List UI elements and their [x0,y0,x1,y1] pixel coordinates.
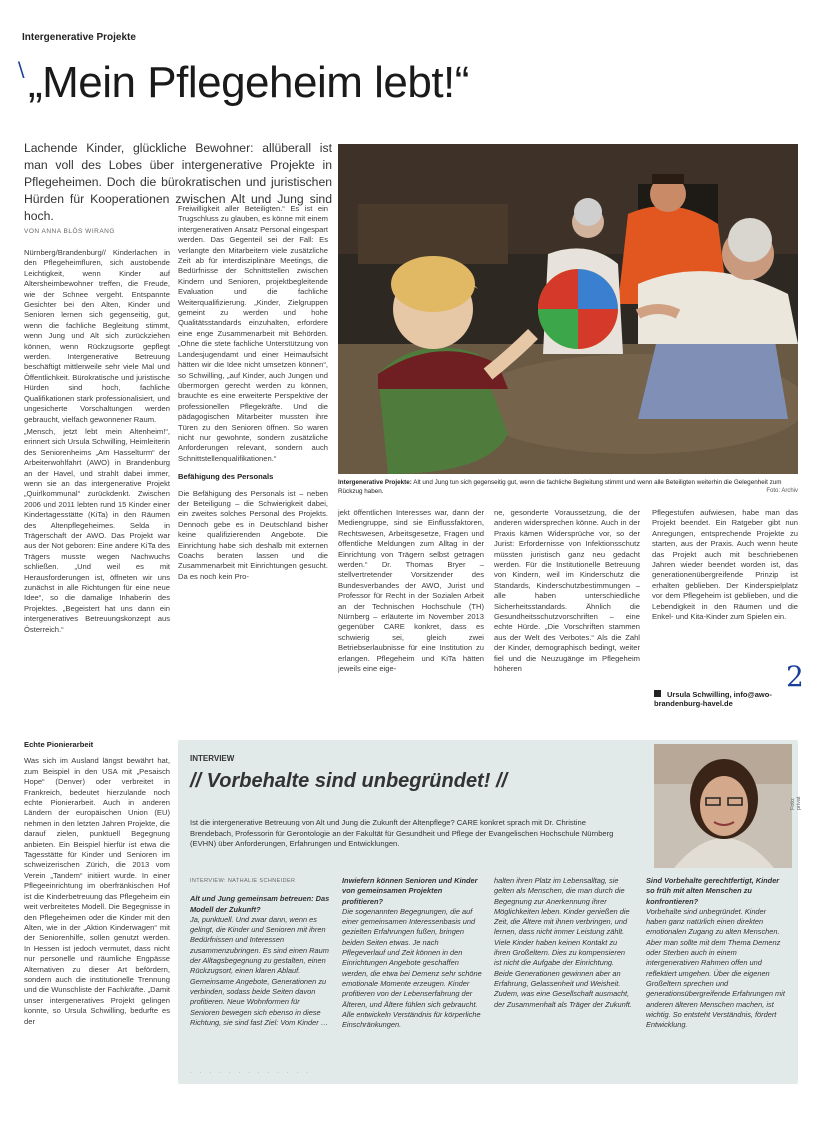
article-photo [338,144,798,474]
interview-byline: INTERVIEW: NATHALIE SCHNEIDER [190,878,296,884]
interview-column-1 [190,876,330,1028]
interview-photo-credit: Foto: privat [790,796,802,810]
interview-question-4: Sind Vorbehalte gerechtfertigt, Kinder so früh mit alten Menschen zu konfrontieren? [646,876,780,906]
caption-lead: Intergenerative Projekte: [338,479,412,486]
column-1-lower [24,740,170,1120]
byline: VON ANNA BLÖS WIRANG [24,228,115,235]
interview-answer-4: Vorbehalte sind unbegründet. Kinder haben ganz natürlich einen direkten emotionalen Zugang zu alten Menschen. Aber man sollte mit dem Thema Demenz oder Sterben auch in einem intergenerativen Rahmen offen und reflektiert umgehen. Über die eigenen Großeltern sprechen und generationsübergreifende Erfahrungen mit anderen älteren Menschen machen, ist wichtig. So entsteht Verständnis, fördert Entwicklung. [646,906,785,1030]
column-4 [494,508,640,728]
col2-paragraph-2: Die Befähigung des Personals ist – neben der Beteiligung – die Schwierigkeit dabei, ein zweites solches Personal des Projekts. Dennoch gebe es in Deutschland bisher keine qualifizierenden Angebote. Die Einrichtung habe sich deshalb mit externen Coachs beraten lassen und die Zusammenarbeit mit Einrichtungen gesucht. Da es noch kein Pro- [178,488,328,581]
caption-text: Alt und Jung tun sich gegenseitig gut, wenn die fachliche Begleitung stimmt und wenn alle Beteiligten weiterhin die Gelegenheit zum Rückzug haben. [338,479,782,495]
interview-answer-2: Die sogenannten Begegnungen, die auf einer gemeinsamen Interessenbasis und gezielten Erfahrungen fußen, bringen beiden Seiten etwas. Je nach Pflegeverlauf und Zeit können in den Einrichtungen Angebote geschaffen werden, die etwa bei Demenz sehr schöne emotionale Momente erzeugen. Kinder profitieren von der Lebenserfahrung der Älteren, und Ältere fühlen sich gebraucht. Alle entwickeln Verständnis für körperliche Einschränkungen. [342,906,482,1030]
interview-title: // Vorbehalte sind unbegründet! // [190,770,508,792]
interview-question-1: Alt und Jung gemeinsam betreuen: Das Modell der Zukunft? [190,894,330,914]
interview-column-3 [494,876,634,1010]
column-3 [338,508,484,728]
col2-paragraph-1: Freiwilligkeit aller Beteiligten.“ Es ist ein Trugschluss zu glauben, es könne mit einem intergenerativen Ansatz Personal eingespart werden. Das Gegenteil sei der Fall: Es verlangte den Mitarbeitern viele zusätzliche Zeit ab für interdisziplinäre Meetings, die Bedürfnisse der Schnittstellen zwischen Kindern und Senioren, projektbegleitende Evaluation und die fachliche Weiterqualifizierung. „Kinder, Zielgruppen gemeint zu werden und hohe Qualitätsstandards einzuhalten, erfordere eine enge Zusammenarbeit mit Behörden. „Ohne die stete fachliche Unterstützung von Landesjugendamt und einer Heimaufsicht hätten wir die Idee nicht umsetzen können“, so Schwilling, „auf Kinder, auch Jungen und übermorgen gerecht werden zu können, brauchte es eine erweiterte Perspektive der professionellen Pflegekräfte. Und die pädagogischen Mitarbeiter mussten ihre Türen zu den Senioren öffnen. So waren nicht nur gewohnte, sondern zusätzliche Anforderungen relevant, sondern auch Schnittstellenqualifikationen.“ [178,204,328,463]
interview-answer-1: Ja, punktuell. Und zwar dann, wenn es gelingt, die Kinder und Senioren mit ihren Bedürfnissen und Interessen zusammenzubringen. Es sind einen Raum der Alltagsbegegnung zu gestalten, einen Rückzugsort, einen klaren Ablauf. Gemeinsame Angebote, Generationen zu verbinden, sodass beide Seiten davon profitieren. Neue Wohnformen für Senioren bewegen sich ebenso in diese Richtung, sie sind fast Ziel: Vom Kinder … [190,914,329,1027]
headline: „Mein Pflegeheim lebt!“ [28,58,469,107]
portrait-illustration [654,744,792,868]
interview-answer-3: halten ihren Platz im Lebensalltag, sie gelten als Menschen, die man durch die Begegnung zur Anerkennung ihrer Möglichkeiten leben. Kinder genießen die Zeit, die Ältere mit ihnen verbringen, und lernen, dass nicht immer Leistung zählt. Viele Kinder haben keinen Kontakt zu ihren Großeltern. Dies zu kompensieren ist nicht die Aufgabe der Einrichtung. Beide Generationen gewinnen aber an Erfahrung, Gelassenheit und Weisheit. Zudem, was eine Gesellschaft ausmacht, der Zusammenhalt als Träger der Zukunft. [494,876,632,1009]
col1-paragraph-1: Nürnberg/Brandenburg// Kinderlachen in den Pflegeheimfluren, sich austobende Leichtigkeit, wenn Kinder auf Altersheimbewohner treffen, die Freude, wie der Schnee vergeht. Entspannte Gesichter bei den Alten, Kinder und Senioren lernen sich gegenseitig, gut, wenn die fachliche Begleitung stimmt, wenn Jung und Alt sich zurückziehen können, wenn Rückzugsorte gepflegt werden. Intergenerative Betreuung beschäftigt mittlerweile sehr viele Mal und Öffentlichkeit. Bürokratische und juristische Hürden sind hoch, fachliche Qualifikationen stark professionalisiert, und ungesicherte Vorschaltungen werden gebraucht, vielfach gewonnener Raum. [24,248,170,424]
photo-illustration [338,144,798,474]
interview-divider-dots: · · · · · · · · · · · · · [190,1070,311,1076]
interview-question-2: Inwiefern können Senioren und Kinder von gemeinsamen Projekten profitieren? [342,876,478,906]
lead-text: Lachende Kinder, glückliche Bewohner: allüberall ist man voll des Lobes über intergenerative Projekte in Pflegeheimen. Doch die bürokratischen und juristischen Hürden für Kooperationen zwischen Alt und Jung sind hoch. [24,141,332,223]
square-bullet-icon [654,690,661,697]
handwritten-page-number: 2 [786,660,804,693]
section-label: Intergenerative Projekte [22,32,136,43]
column-1 [24,248,170,724]
interview-column-2 [342,876,482,1030]
col1-paragraph-2: „Mensch, jetzt lebt mein Altenheim!“, erinnert sich Ursula Schwilling, Heimleiterin des Seniorenheims „Am Hasselturm“ der Arbeiterwohlfahrt (AWO) in Brandenburg an der Havel, und strahlt dabei immer, wenn sie an das intergenerative Projekt „Quirlkommunal“ zurückdenkt. Zwischen 2006 und 2011 lebten rund 15 Kinder einer Kindertagesstätte (KiTa) in den Räumen des Altenpflegeheimes. Selda in Trägerschaft der AWO. Das Projekt war aus der Not geboren: Eine andere KiTa des Trägers musste wegen Nachwuchs schließen. „Und weil es mit Herausforderungen ist, öffneten wir uns zunächst in alle Richtungen für eine neue Idee“, so die damalige Inhaberin des Projektes. „Begeistert hat uns dann ein intergeneratives Betreuungskonzept aus Österreich.“ [24,426,170,634]
col4-paragraph: ne, gesonderte Voraussetzung, die der anderen widersprechen könne. Auch in der Praxis kämen Widersprüche vor, so der Jurist: Erfordernisse von Infektionsschutz müssten juristisch ganz neu gedacht werden. Für die Institutionelle Betreuung von Kindern, weil im Kinderschutz die Standards, Kinderschutzbestimmungen – alle haben unterschiedliche Sicherheitsstandards. Ähnlich die Gesundheitsschutzvorschriften – eine echte Hürde. „Die Vorschriften stammen aus der Welt des Verbotes.“ Als die Zahl der Kinder, demographisch bedingt, weiter fiel und die Neuzugänge im Pflegeheim höheren [494,508,640,674]
author-contact: Ursula Schwilling, info@awo-brandenburg-havel.de [654,690,772,708]
photo-caption [338,478,798,496]
interview-box [178,740,802,1084]
handwritten-mark: ∖ [14,58,27,82]
photo-credit: Foto: Archiv [766,488,798,494]
interview-column-4 [646,876,786,1030]
author-line [654,690,784,708]
interviewee-portrait [654,744,792,868]
column-5 [652,508,798,680]
col2-subhead: Befähigung des Personals [178,472,274,482]
col1-paragraph-3: Was sich im Ausland längst bewährt hat, zum Beispiel in den USA mit „Pesaisch Hope“ (Denver) oder verbreitet in Frankreich, bedeutet hierzulande noch echte Pionierarbeit. Auch in anderen Ländern der europäischen Union (EU) nehmen in den letzten Jahren Projekte, die darauf zielen, punktuell Begegnung anbieten. Ein Beispiel hierfür ist etwa die Tagesstätte für Kinder und Senioren im schweizerischen Zürich, die 2013 vom Verein „Tandem“ initiiert wurde. In einer Pflegeeinrichtung im oberfränkischen Hof ist die Kinderbetreuung das Pflegeheim ein weit verbreitetes Modell. Die Begegnisse in den Pflegeheimen oder die Kinder mit den Alten, wie in der „Aktion Kinderwagen“ mit der Seniorenhilfe, sollen genutzt werden. In Hessen ist jedoch vermutet, dass nicht nur personelle und räumliche Engpässe Alternativen zu dieser Art befördern, sondern auch die institutionelle Trennung und die Wunschliste der Fachkräfte. „Damit unser intergeneratives Projekt gelingen konnte, so Ursula Schwilling, bedurfte es der [24,756,170,1026]
interview-label: INTERVIEW [190,754,235,763]
interview-intro: Ist die intergenerative Betreuung von Alt und Jung die Zukunft der Altenpflege? CARE konkret sprach mit Dr. Christine Brendebach, Professorin für Gerontologie an der Fakultät für Gesundheit und Pflege der Evangelischen Hochschule Nürnberg (EVHN) über Anforderungen, Erfahrungen und Entwicklungen. [190,818,614,848]
col1-subhead: Echte Pionierarbeit [24,740,94,749]
column-2 [178,204,328,728]
col3-paragraph: jekt öffentlichen Interesses war, dann der Mediengruppe, sind sie Einflussfaktoren, Rechtswesen, Arbeitsgesetze, Fragen und öffentliche Meldungen zum Alltag in der Einrichtung von Trägern selbst getragen werden.“ Dr. Thomas Bryer – stellvertretender Vorsitzender des Bundesverbandes der AWO, Jurist und Professor für Recht in der Sozialen Arbeit an der Technischen Hochschule (TH) Nürnberg – erläuterte im November 2013 gegenüber CARE konkret, dass es schwierig sei, gleich zwei Betriebserlaubnisse für eine Institution zu erlangen. Pflegeheim und KiTa hätten jeweils eine eige- [338,508,484,674]
col5-paragraph: Pflegestufen aufwiesen, habe man das Projekt beendet. Ein Ratgeber gibt nun Anregungen, entsprechende Projekte zu starten, aus der Praxis. Auch wenn heute das Projekt auch mit beschriebenen Jahren wieder beendet worden ist, das generationenübergreifende Prinzip ist erhalten geblieben. Der Kinderspielplatz vor dem Pflegeheim ist geblieben, und die Lebendigkeit in den Räumen und die Enkel- und Kita-Kinder zum Spielen ein. [652,508,798,622]
